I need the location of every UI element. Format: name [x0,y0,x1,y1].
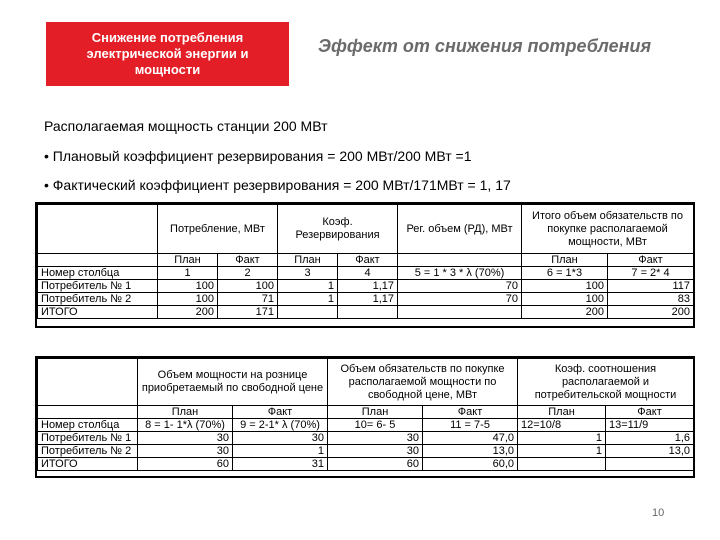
table1-cell: 7 = 2* 4 [608,267,694,280]
table1-cell: 200 [522,306,608,319]
table1-cell: 100 [158,293,218,306]
section-title-line-1: Снижение потребления [91,30,244,45]
table2-corner-cell [38,359,138,406]
slide-heading: Эффект от снижения потребления [318,36,652,56]
table1-cell: 70 [398,293,522,306]
table1-subheader-empty [398,254,522,267]
table2-header-retail-volume: Объем мощности на рознице приобретаемый по свободной цене [138,359,328,406]
page-number: 10 [652,507,665,519]
table2-cell: 47,0 [423,432,518,445]
table2-subheader: План [518,406,606,419]
table1-cell: 2 [218,267,278,280]
table-row [38,267,694,280]
table1-cell [278,306,338,319]
table1-cell: 6 = 1*3 [522,267,608,280]
table-row [38,293,694,306]
bullet-planned-coefficient: • Плановый коэффициент резервирования = 200 МВт/200 МВт =1 [44,148,472,164]
table1-cell: 100 [522,293,608,306]
table2-cell: 9 = 2-1* λ (70%) [233,419,328,432]
table2-cell: 60 [328,458,423,471]
table1-cell: 117 [608,280,694,293]
table2-subheader: Факт [233,406,328,419]
table1-cell: 70 [398,280,522,293]
table1-header-reserve-coef: Коэф. Резервирования [278,205,398,254]
section-title-line-2: электрической энергии и [86,46,249,61]
table2-cell: 60 [138,458,233,471]
table1-cell [338,306,398,319]
table2-cell: 30 [138,432,233,445]
table1-subheader: План [522,254,608,267]
table2-cell: 30 [233,432,328,445]
table1-cell: 83 [608,293,694,306]
table-row [38,280,694,293]
table2-cell: 11 = 7-5 [423,419,518,432]
table1-cell: Потребитель № 1 [38,280,158,293]
table1-corner-cell [38,205,158,254]
table1-cell: 100 [158,280,218,293]
table2-cell: 30 [328,432,423,445]
table1-cell: 1 [278,280,338,293]
table2-cell: 1 [518,445,606,458]
table2-cell: 31 [233,458,328,471]
table-row [38,432,694,445]
table2-cell: ИТОГО [38,458,138,471]
table2-cell: 12=10/8 [518,419,606,432]
table1-cell: 200 [608,306,694,319]
table2-subheader: План [328,406,423,419]
table1-cell: 100 [522,280,608,293]
table1-subheader: Факт [218,254,278,267]
table2-cell: 10= 6- 5 [328,419,423,432]
table2-cell: 13,0 [606,445,694,458]
table2-cell: 13,0 [423,445,518,458]
table1-cell: 100 [218,280,278,293]
table1-subheader: План [278,254,338,267]
bullet-actual-coefficient: • Фактический коэффициент резервирования = 200 МВт/171МВт = 1, 17 [44,177,511,193]
table1-cell: 1 [278,293,338,306]
table-row [38,306,694,319]
table1-cell: 71 [218,293,278,306]
table1-cell: Потребитель № 2 [38,293,158,306]
table2-cell: Потребитель № 2 [38,445,138,458]
table1-cell: 1,17 [338,280,398,293]
table2-cell: Номер столбца [38,419,138,432]
table1-header-consumption: Потребление, МВт [158,205,278,254]
section-title-line-3: мощности [134,62,201,77]
table1-cell [398,306,522,319]
table1-subheader: План [158,254,218,267]
table1-cell: 4 [338,267,398,280]
table1-subheader-empty [38,254,158,267]
intro-text: Располагаемая мощность станции 200 МВт [44,118,328,134]
table1-cell: 5 = 1 * 3 * λ (70%) [398,267,522,280]
table1-cell: 171 [218,306,278,319]
table-row [38,419,694,432]
table2-header-obligations-free-price: Объем обязательств по покупке располагаемой мощности по свободной цене, МВт [328,359,518,406]
table2-cell: 8 = 1- 1*λ (70%) [138,419,233,432]
table2-cell: 1,6 [606,432,694,445]
table1-cell: 200 [158,306,218,319]
table2-cell: Потребитель № 1 [38,432,138,445]
table1-header-reg-volume: Рег. объем (РД), МВт [398,205,522,254]
table1-cell: 1 [158,267,218,280]
table2-cell: 13=11/9 [606,419,694,432]
table2-cell [518,458,606,471]
table-row [38,458,694,471]
table2-cell: 60,0 [423,458,518,471]
table2-header-ratio-coef: Коэф. соотношения располагаемой и потребительской мощности [518,359,694,406]
table2-subheader: Факт [423,406,518,419]
table2 [37,358,694,471]
table2-cell [606,458,694,471]
table1-cell: 3 [278,267,338,280]
table2-subheader: План [138,406,233,419]
table2-cell: 30 [328,445,423,458]
table1-cell: Номер столбца [38,267,158,280]
table2-subheader: Факт [606,406,694,419]
table2-subheader-empty [38,406,138,419]
table1 [37,204,694,319]
table2-cell: 1 [233,445,328,458]
table1-subheader: Факт [608,254,694,267]
table2-cell: 30 [138,445,233,458]
table1-subheader: Факт [338,254,398,267]
section-title-box [46,22,289,86]
table-row [38,445,694,458]
table2-cell: 1 [518,432,606,445]
table1-cell: 1,17 [338,293,398,306]
table1-header-total-obligations: Итого объем обязательств по покупке располагаемой мощности, МВт [522,205,694,254]
table1-cell: ИТОГО [38,306,158,319]
